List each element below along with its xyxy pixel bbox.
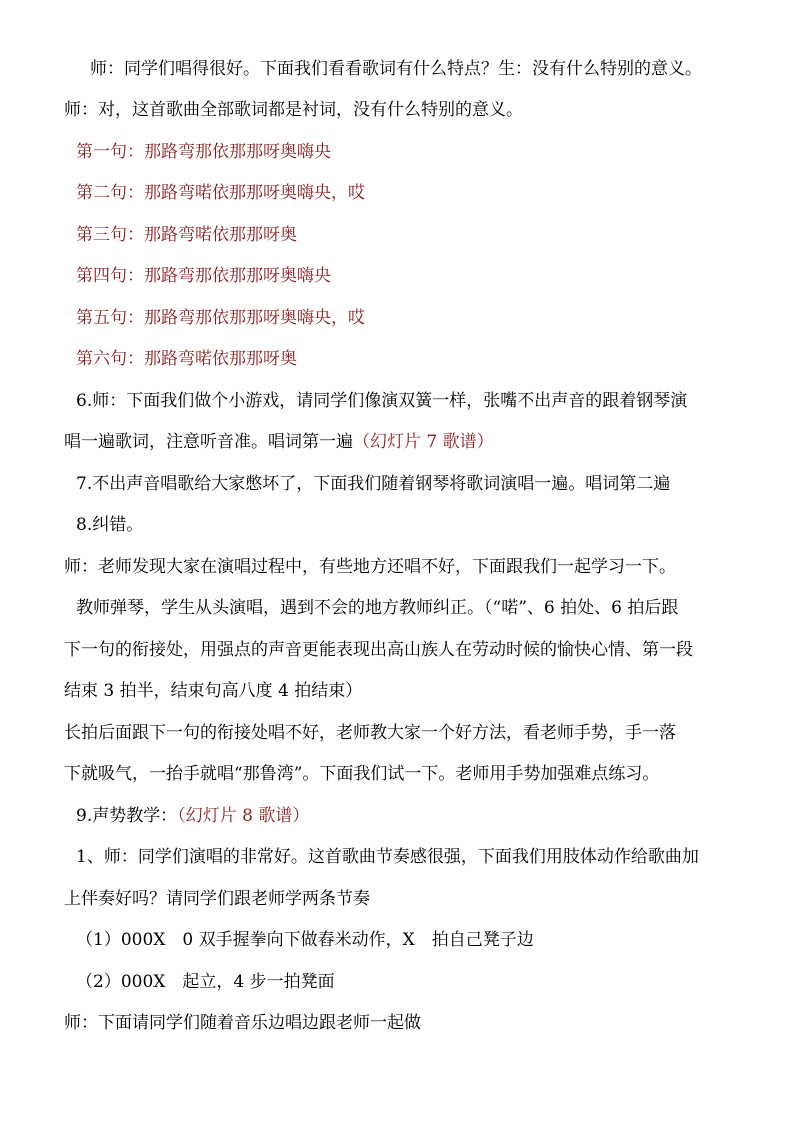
section-heading: 8.纠错。 — [76, 515, 144, 535]
lyric-line-4: 第四句：那路弯那依那那呀奥嗨央 — [76, 266, 331, 286]
paragraph-text: 9.声势教学： — [76, 806, 178, 826]
paragraph: 结束 3 拍半，结束句高八度 4 拍结束） — [64, 681, 363, 701]
paragraph: 师：同学们唱得很好。下面我们看看歌词有什么特点？生：没有什么特别的意义。 — [90, 59, 702, 79]
paragraph-text: 唱一遍歌词，注意听音准。唱词第一遍 — [64, 432, 353, 452]
lyric-line-6: 第六句：那路弯喏依那那呀奥 — [76, 349, 297, 369]
paragraph: 教师弹琴，学生从头演唱，遇到不会的地方教师纠正。（“喏”、6 拍处、6 拍后跟 — [76, 598, 679, 618]
lyric-line-2: 第二句：那路弯喏依那那呀奥嗨央，哎 — [76, 183, 365, 203]
paragraph: 1、师：同学们演唱的非常好。这首歌曲节奏感很强，下面我们用肢体动作给歌曲加 — [76, 847, 699, 867]
rhythm-item-1: （1）000X 0 双手握拳向下做舂米动作，X 拍自己凳子边 — [76, 930, 534, 950]
lyric-line-3: 第三句：那路弯喏依那那呀奥 — [76, 225, 297, 245]
lyric-line-5: 第五句：那路弯那依那那呀奥嗨央，哎 — [76, 308, 365, 328]
lyric-line-1: 第一句：那路弯那依那那呀奥嗨央 — [76, 142, 331, 162]
paragraph: 师：对，这首歌曲全部歌词都是衬词，没有什么特别的意义。 — [64, 100, 523, 120]
paragraph: 6.师：下面我们做个小游戏，请同学们像演双簧一样，张嘴不出声音的跟着钢琴演 — [76, 391, 688, 411]
paragraph: 上伴奏好吗？请同学们跟老师学两条节奏 — [64, 889, 370, 909]
section-heading — [76, 804, 309, 828]
rhythm-item-2: （2）000X 起立，4 步一拍凳面 — [76, 972, 335, 992]
paragraph: 下就吸气，一抬手就唱“那鲁湾”。下面我们试一下。老师用手势加强难点练习。 — [64, 764, 660, 784]
slide-reference: （幻灯片 7 歌谱） — [353, 432, 494, 452]
paragraph — [64, 430, 494, 454]
paragraph: 师：下面请同学们随着音乐边唱边跟老师一起做 — [64, 1013, 421, 1033]
paragraph: 下一句的衔接处，用强点的声音更能表现出高山族人在劳动时候的愉快心情、第一段 — [64, 640, 693, 660]
paragraph: 长拍后面跟下一句的衔接处唱不好，老师教大家一个好方法，看老师手势，手一落 — [64, 723, 676, 743]
paragraph: 师：老师发现大家在演唱过程中，有些地方还唱不好，下面跟我们一起学习一下。 — [64, 557, 676, 577]
paragraph: 7.不出声音唱歌给大家憋坏了，下面我们随着钢琴将歌词演唱一遍。唱词第二遍 — [76, 474, 671, 494]
slide-reference: （幻灯片 8 歌谱） — [177, 806, 310, 826]
